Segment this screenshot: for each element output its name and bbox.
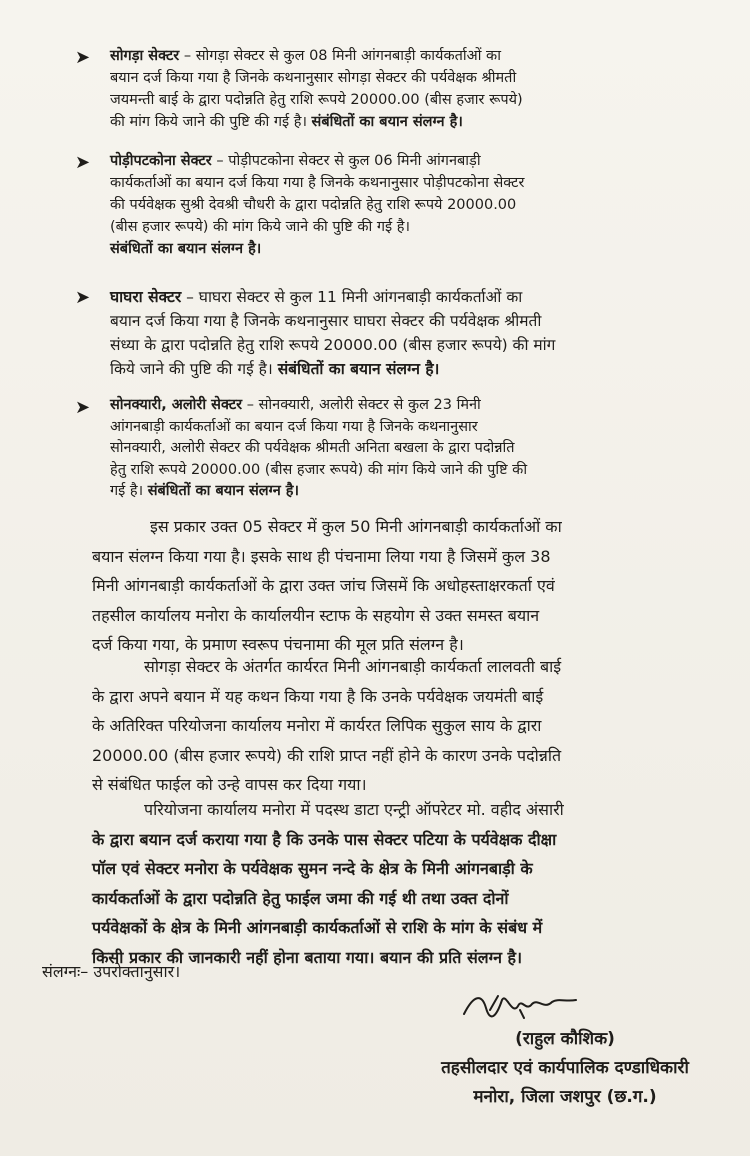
signatory-location: मनोरा, जिला जशपुर (छ.ग.) [473,1087,657,1107]
paragraph-line: किसी प्रकार की जानकारी नहीं होना बताया गया। बयान की प्रति संलग्न है। [92,947,523,967]
signatory-name: (राहुल कौशिक) [515,1029,615,1049]
sector-line: आंगनबाड़ी कार्यकर्ताओं का बयान दर्ज किया गया है जिनके कथनानुसार [110,418,478,435]
attachment-note: संलग्नः– उपरोक्तानुसार। [42,962,181,981]
sector-text: – घाघरा सेक्टर से कुल 11 मिनी आंगनबाड़ी कार्यकर्ताओं का [186,288,523,306]
sector-heading: घाघरा सेक्टर [110,288,182,306]
sector-heading: पोड़ीपटकोना सेक्टर [110,153,212,169]
sector-line [110,150,750,172]
handwritten-signature [460,988,580,1028]
sector-line: बयान दर्ज किया गया है जिनके कथनानुसार सोगड़ा सेक्टर की पर्यवेक्षक श्रीमती [110,70,517,86]
sector-closing: संबंधितों का बयान संलग्न है। [147,483,300,499]
sector-line [110,395,750,417]
sector-heading: सोनक्यारी, अलोरी सेक्टर [110,397,243,413]
sector-text: (बीस हजार रूपये) की मांग किये जाने की पुष्टि की गई है। [110,219,410,235]
sector-heading: सोगड़ा सेक्टर [110,48,180,64]
sector-text: किये जाने की पुष्टि की गई है। [110,360,273,378]
arrow-bullet-icon: ➤ [75,287,91,308]
sector-line: की पर्यवेक्षक सुश्री देवश्री चौधरी के द्वारा पदोन्नति हेतु राशि रूपये 20000.00 [110,197,517,213]
sector-closing: संबंधितों का बयान संलग्न है। [110,241,262,257]
sector-text: की मांग किये जाने की पुष्टि की गई है। [110,114,307,130]
paragraph-line: बयान संलग्न किया गया है। इसके साथ ही पंचनामा लिया गया है जिसमें कुल 38 [92,546,551,566]
sector-closing: संबंधितों का बयान संलग्न है। [277,360,440,378]
paragraph-line: परियोजना कार्यालय मनोरा में पदस्थ डाटा एन्ट्री ऑपरेटर मो. वहीद अंसारी [144,800,564,819]
sector-line: जयमन्ती बाई के द्वारा पदोन्नति हेतु राशि रूपये 20000.00 (बीस हजार रूपये) [110,92,523,108]
sector-text: – सोनक्यारी, अलोरी सेक्टर से कुल 23 मिनी [246,397,481,413]
paragraph-line: 20000.00 (बीस हजार रूपये) की राशि प्राप्त नहीं होने के कारण उनके पदोन्नति [92,745,562,765]
sector-line: संध्या के द्वारा पदोन्नति हेतु राशि रूपये 20000.00 (बीस हजार रूपये) की मांग [110,336,556,354]
sector-line [110,216,750,238]
paragraph-line: मिनी आंगनबाड़ी कार्यकर्ताओं के द्वारा उक्त जांच जिसमें कि अधोहस्ताक्षरकर्ता एवं [92,576,555,595]
sector-item-sogda [0,45,750,133]
sector-closing: संबंधितों का बयान संलग्न है। [311,114,463,130]
paragraph-line: दर्ज किया गया, के प्रमाण स्वरूप पंचनामा की मूल प्रति संलग्न है। [92,635,464,654]
sector-item-sonkyari-alori [0,395,750,503]
paragraph-line: इस प्रकार उक्त 05 सेक्टर में कुल 50 मिनी आंगनबाड़ी कार्यकर्ताओं का [150,517,562,536]
operator-paragraph [0,795,750,972]
paragraph-line: सोगड़ा सेक्टर के अंतर्गत कार्यरत मिनी आंगनबाड़ी कार्यकर्ता लालवती बाई [144,657,562,676]
arrow-bullet-icon: ➤ [75,47,91,68]
paragraph-line: के द्वारा बयान दर्ज कराया गया है कि उनके पास सेक्टर पटिया के पर्यवेक्षक दीक्षा [92,829,557,849]
paragraph-line: के द्वारा अपने बयान में यह कथन किया गया है कि उनके पर्यवेक्षक जयमंती बाई [92,686,544,706]
paragraph-line: से संबंधित फाईल को उन्हे वापस कर दिया गया। [92,775,367,794]
signatory-designation: तहसीलदार एवं कार्यपालिक दण्डाधिकारी [441,1058,689,1078]
sector-line: हेतु राशि रूपये 20000.00 (बीस हजार रूपये) की मांग किये जाने की पुष्टि की [110,461,528,478]
sector-line [110,481,750,503]
sector-text: गई है। [110,483,144,499]
arrow-bullet-icon: ➤ [75,152,91,173]
arrow-bullet-icon: ➤ [75,397,91,418]
paragraph-line: पॉल एवं सेक्टर मनोरा के पर्यवेक्षक सुमन नन्दे के क्षेत्र के मिनी आंगनबाड़ी के [92,859,533,878]
sector-text: – पोड़ीपटकोना सेक्टर से कुल 06 मिनी आंगनबाड़ी [216,153,481,169]
sector-line [110,45,750,67]
paragraph-line: तहसील कार्यालय मनोरा के कार्यालयीन स्टाफ के सहयोग से उक्त समस्त बयान [92,605,540,625]
sector-line [110,111,750,133]
paragraph-line: के अतिरिक्त परियोजना कार्यालय मनोरा में कार्यरत लिपिक सुकुल साय के द्वारा [92,716,542,735]
sector-line: कार्यकर्ताओं का बयान दर्ज किया गया है जिनके कथनानुसार पोड़ीपटकोना सेक्टर [110,175,525,191]
sector-line: सोनक्यारी, अलोरी सेक्टर की पर्यवेक्षक श्रीमती अनिता बखला के द्वारा पदोन्नति [110,440,515,456]
sector-text: – सोगड़ा सेक्टर से कुल 08 मिनी आंगनबाड़ी कार्यकर्ताओं का [183,48,501,64]
sector-line [110,285,750,309]
summary-paragraph [0,512,750,660]
sector-line: बयान दर्ज किया गया है जिनके कथनानुसार घाघरा सेक्टर की पर्यवेक्षक श्रीमती [110,312,542,330]
statement-paragraph [0,652,750,800]
sector-item-podipatkona [0,150,750,260]
paragraph-line: कार्यकर्ताओं के द्वारा पदोन्नति हेतु फाईल जमा की गई थी तथा उक्त दोनों [92,888,509,908]
sector-line [110,357,750,381]
signatory-block [395,1025,735,1112]
sector-item-ghaghra [0,285,750,381]
paragraph-line: पर्यवेक्षकों के क्षेत्र के मिनी आंगनबाड़ी कार्यकर्ताओं से राशि के मांग के संबंध में [92,918,543,937]
